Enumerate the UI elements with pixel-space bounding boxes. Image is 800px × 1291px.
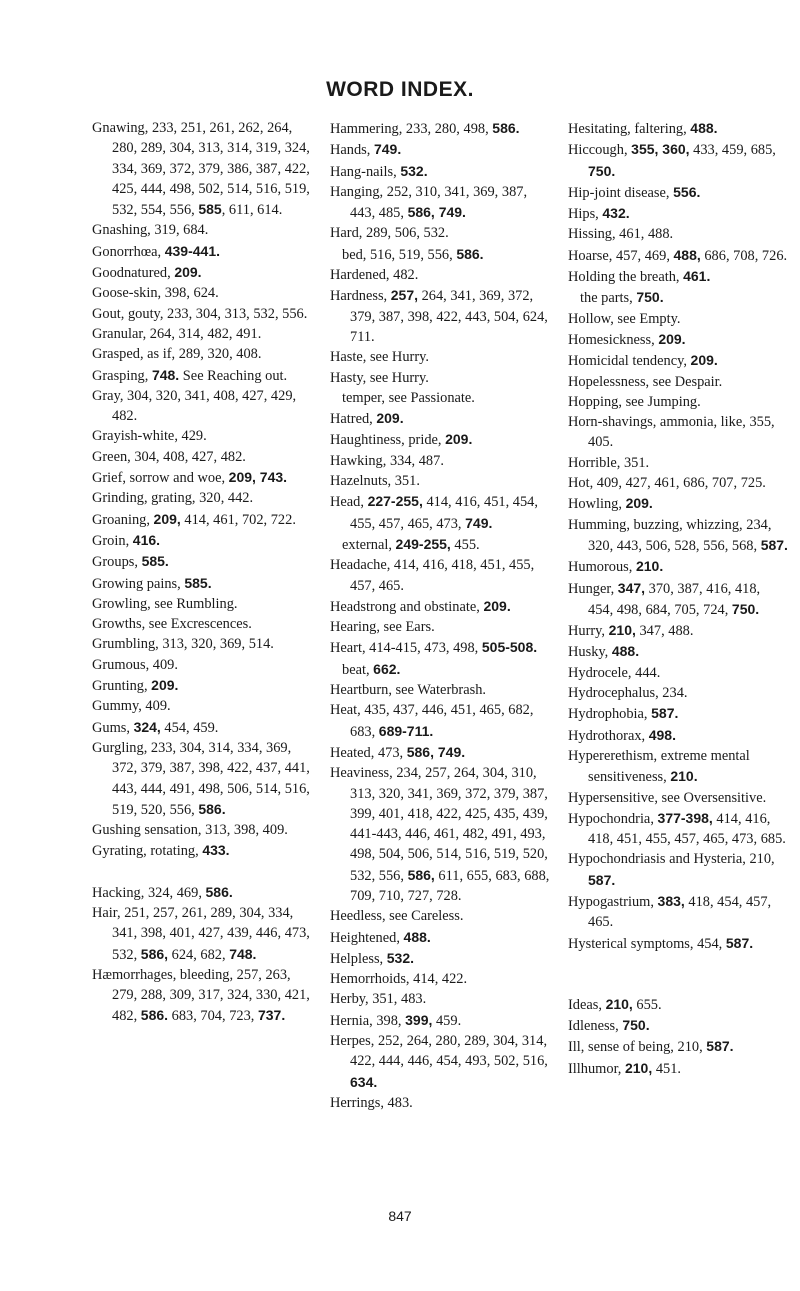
entry-text: Green, 304, 408, 427, 482. (92, 448, 246, 465)
bold-page-ref: 433. (202, 842, 230, 859)
bold-page-ref: 432. (602, 205, 630, 222)
bold-page-ref: 634. (350, 1073, 378, 1090)
entry-text: Hips, (568, 206, 603, 223)
index-entry (92, 717, 312, 738)
entry-text: Herby, 351, 483. (330, 991, 427, 1008)
index-entry (92, 344, 312, 364)
entry-text: Husky, (568, 644, 612, 661)
entry-text: Hydrothorax, (568, 727, 649, 744)
index-entry (92, 965, 312, 1027)
index-entry (330, 763, 550, 906)
index-entry (330, 161, 550, 182)
entry-text: Hollow, see Empty. (568, 310, 681, 327)
entry-text: Gurgling, 233, 304, 314, 334, 369, 372, 379, 387, 398, 422, 437, 441, 443, 444, 491, 498, 506, 514, 516, 519, 520, 556, (92, 739, 310, 818)
bold-page-ref: 748. (151, 366, 180, 383)
bold-page-ref: 587. (706, 1038, 734, 1055)
bold-page-ref: 209. (483, 597, 511, 614)
entry-text: Gray, 304, 320, 341, 408, 427, 429, 482. (92, 387, 297, 425)
entry-text: Herrings, 483. (330, 1094, 413, 1111)
bold-page-ref: 488. (611, 643, 640, 660)
bold-page-ref: 439-441. (164, 242, 221, 259)
index-entry (92, 262, 312, 283)
index-entry (330, 617, 550, 637)
entry-text: Hip-joint disease, (568, 184, 674, 201)
entry-text: Hypochondria, (568, 810, 658, 827)
entry-text: Hypersensitive, see Oversensitive. (568, 789, 767, 806)
entry-text: Growths, see Excrescences. (92, 616, 252, 633)
bold-page-ref: 488, (673, 246, 701, 263)
entry-text: Heartburn, see Waterbrash. (330, 682, 487, 699)
entry-text: Hernia, 398, (330, 1012, 406, 1029)
entry-text: 454, 459. (160, 719, 219, 736)
index-entry (92, 675, 312, 696)
entry-text: Hæmorrhages, bleeding, 257, 263, 279, 288, 309, 317, 324, 330, 421, 482, (92, 966, 310, 1025)
entry-text: Heedless, see Careless. (330, 908, 464, 925)
bold-page-ref: 587. (588, 871, 616, 888)
entry-text: Gyrating, rotating, (92, 843, 203, 860)
index-entry (92, 882, 312, 903)
bold-page-ref: 227-255, (367, 493, 423, 510)
entry-text: 347, 488. (635, 623, 694, 640)
entry-text: Headache, 414, 416, 418, 451, 455, 457, 465. (330, 557, 535, 594)
index-entry (568, 808, 788, 850)
index-entry (568, 663, 788, 683)
entry-text: Growing pains, (92, 575, 185, 592)
bold-page-ref: 383, (657, 892, 685, 909)
entry-text: Ideas, (568, 996, 606, 1013)
entry-text: Growling, see Rumbling. (92, 595, 238, 612)
entry-text: Hypererethism, extreme mental sensitiveness, (568, 747, 750, 786)
index-entry (568, 746, 788, 788)
index-entry (92, 614, 312, 634)
entry-text: Hopping, see Jumping. (568, 393, 701, 410)
bold-page-ref: 488. (690, 120, 718, 136)
bold-page-ref: 586, (407, 866, 435, 883)
entry-text: Homesickness, (568, 331, 659, 348)
entry-text: beat, (342, 661, 374, 678)
index-entry (568, 473, 788, 493)
index-subentry (330, 659, 550, 680)
bold-page-ref: 585 (198, 201, 222, 218)
bold-page-ref: 587. (725, 934, 754, 951)
bold-page-ref: 586. (492, 120, 520, 136)
bold-page-ref: 586. (140, 1007, 169, 1024)
index-entry (330, 1010, 550, 1031)
bold-page-ref: 585. (184, 574, 212, 591)
entry-text: the parts, (580, 290, 637, 307)
bold-page-ref: 461. (683, 268, 711, 285)
index-entry (568, 493, 788, 514)
bold-page-ref: 689-711. (378, 722, 434, 739)
entry-text: Hesitating, faltering, (568, 121, 691, 137)
entry-text: Hopelessness, see Despair. (568, 373, 723, 390)
entry-text: Hydrocephalus, 234. (568, 685, 688, 702)
bold-page-ref: 355, 360, (631, 141, 690, 158)
entry-text: Hang-nails, (330, 163, 401, 180)
bold-page-ref: 209. (376, 410, 404, 427)
index-entry (330, 451, 550, 471)
index-entry (568, 453, 788, 473)
index-entry (330, 265, 550, 285)
index-entry (92, 840, 312, 861)
index-entry (92, 696, 312, 716)
entry-text: Grayish-white, 429. (92, 428, 207, 445)
index-entry (92, 655, 312, 675)
entry-text: Holding the breath, (568, 269, 684, 286)
index-entry (568, 224, 788, 244)
entry-text: Helpless, (330, 950, 387, 967)
entry-text: Hard, 289, 506, 532. (330, 225, 449, 242)
index-entry (330, 368, 550, 388)
index-entry (330, 285, 550, 347)
entry-text: Goose-skin, 398, 624. (92, 285, 219, 302)
entry-text: Hydrophobia, (568, 706, 652, 723)
index-subentry (330, 388, 550, 408)
bold-page-ref: 209. (174, 264, 202, 281)
entry-text: 655. (632, 996, 662, 1013)
index-entry (330, 139, 550, 160)
bold-page-ref: 586. (205, 883, 233, 900)
entry-text: 264, 341, 369, 372, 379, 387, 398, 422, 443, 504, 624, 711. (350, 288, 548, 345)
bold-page-ref: 750. (731, 600, 760, 617)
index-entry (92, 324, 312, 344)
bold-page-ref: 586, 749. (407, 204, 466, 221)
entry-text: 611, 655, 683, 688, 709, 710, 727, 728. (350, 867, 550, 904)
index-entry (92, 365, 312, 386)
bold-page-ref: 210. (670, 768, 698, 785)
index-entry (568, 1036, 788, 1057)
entry-text: 459. (432, 1012, 462, 1029)
bold-page-ref: 586, (140, 945, 169, 962)
bold-page-ref: 585. (141, 553, 169, 570)
entry-text: Hammering, 233, 280, 498, (330, 121, 493, 137)
bold-page-ref: 209. (445, 431, 473, 448)
index-entry (568, 1015, 788, 1036)
index-entry (92, 530, 312, 551)
bold-page-ref: 209. (658, 330, 686, 347)
entry-text: 686, 708, 726. (700, 247, 788, 264)
entry-text: temper, see Passionate. (342, 389, 475, 406)
index-entry (330, 927, 550, 948)
index-entry (568, 578, 788, 621)
bold-page-ref: 505-508. (481, 639, 538, 656)
entry-text: Heightened, (330, 929, 404, 946)
index-entry (568, 641, 788, 662)
entry-text: Groaning, (92, 511, 154, 528)
entry-text: 683, 704, 723, (168, 1008, 258, 1025)
bold-page-ref: 587. (760, 536, 788, 553)
index-entry (568, 182, 788, 203)
index-entry (568, 994, 788, 1015)
index-entry (92, 634, 312, 654)
entry-text: Hacking, 324, 469, (92, 884, 206, 901)
index-entry (330, 596, 550, 617)
entry-text: Groups, (92, 554, 142, 571)
entry-text: Grasped, as if, 289, 320, 408. (92, 346, 262, 363)
entry-text: Heart, 414-415, 473, 498, (330, 640, 482, 657)
index-entry (330, 491, 550, 534)
bold-page-ref: 209, (153, 510, 181, 527)
index-entry (568, 703, 788, 724)
entry-text: Heat, 435, 437, 446, 451, 465, 682, 683, (330, 702, 534, 740)
entry-text: Herpes, 252, 264, 280, 289, 304, 314, 422, 444, 446, 454, 493, 502, 516, (330, 1033, 548, 1070)
entry-text: 418, 454, 457, 465. (588, 893, 772, 931)
entry-text: Homicidal tendency, (568, 353, 691, 370)
index-column-3 (568, 118, 788, 1079)
entry-text: 624, 682, (168, 946, 230, 963)
bold-page-ref: 532. (400, 162, 428, 179)
entry-text: Hydrocele, 444. (568, 664, 661, 681)
index-subentry (330, 534, 550, 555)
index-entry (568, 1058, 788, 1079)
bold-page-ref: 749. (465, 514, 493, 531)
bold-page-ref: 750. (588, 162, 616, 179)
entry-text: Grunting, (92, 678, 152, 695)
entry-text: external, (342, 536, 396, 553)
index-entry (92, 241, 312, 262)
bold-page-ref: 377-398, (657, 809, 713, 826)
index-entry (568, 412, 788, 453)
bold-page-ref: 209, 743. (228, 469, 288, 486)
entry-text: Illhumor, (568, 1060, 625, 1077)
index-entry (92, 738, 312, 820)
index-entry (92, 488, 312, 508)
index-entry (568, 372, 788, 392)
entry-text: Grinding, grating, 320, 442. (92, 490, 254, 507)
bold-page-ref: 750. (636, 289, 664, 306)
index-entry (92, 118, 312, 220)
entry-text: 451. (652, 1060, 682, 1077)
index-entry (330, 700, 550, 742)
bold-page-ref: 498. (648, 726, 676, 743)
index-entry (92, 220, 312, 240)
entry-text: Hissing, 461, 488. (568, 226, 674, 243)
entry-text: Hasty, see Hurry. (330, 369, 429, 386)
index-entry (568, 891, 788, 933)
index-entry (330, 223, 550, 243)
bold-page-ref: 488. (403, 928, 431, 945)
index-entry (92, 573, 312, 594)
page-number: 847 (388, 1208, 412, 1224)
index-entry (92, 447, 312, 467)
bold-page-ref: 750. (622, 1017, 650, 1034)
bold-page-ref: 587. (651, 705, 679, 722)
entry-text: Haste, see Hurry. (330, 349, 429, 366)
index-entry (568, 849, 788, 891)
bold-page-ref: 748. (229, 945, 257, 962)
entry-text: 414, 416, 418, 451, 455, 457, 465, 473, 685. (588, 810, 786, 848)
bold-page-ref: 210. (635, 558, 664, 575)
index-entry (568, 203, 788, 224)
entry-text: Hazelnuts, 351. (330, 473, 420, 490)
index-entry (92, 467, 312, 488)
index-entry (92, 386, 312, 427)
entry-text: Granular, 264, 314, 482, 491. (92, 325, 262, 342)
index-entry (330, 742, 550, 763)
entry-text: Hurry, (568, 623, 609, 640)
entry-text: Headstrong and obstinate, (330, 598, 484, 615)
index-entry (330, 906, 550, 926)
entry-text: bed, 516, 519, 556, (342, 246, 457, 263)
entry-text: Grumbling, 313, 320, 369, 514. (92, 636, 274, 653)
entry-text: Hardness, (330, 288, 391, 305)
entry-text: 433, 459, 685, (689, 142, 776, 159)
entry-text: Heaviness, 234, 257, 264, 304, 310, 313, 320, 341, 369, 372, 379, 387, 399, 401, 418, 422, 425, 435, 439, 441-443, 446, 461, 482, 491, 493, 498, 504, 506, 514, 516, 519, 520, 532, 556, (330, 765, 548, 884)
index-entry (330, 680, 550, 700)
index-entry (92, 903, 312, 965)
index-entry (568, 350, 788, 371)
entry-text: Hiccough, (568, 142, 632, 159)
entry-text: Humorous, (568, 559, 636, 576)
entry-text: Gonorrhœa, (92, 243, 165, 260)
entry-text: Gout, gouty, 233, 304, 313, 532, 556. (92, 305, 308, 322)
entry-text: Haughtiness, pride, (330, 432, 446, 449)
bold-page-ref: 586. (456, 245, 484, 262)
bold-page-ref: 586. (198, 800, 226, 817)
bold-page-ref: 399, (405, 1011, 433, 1028)
entry-text: 414, 416, 451, 454, 455, 457, 465, 473, (350, 494, 538, 532)
index-entry (568, 515, 788, 557)
entry-text: Humming, buzzing, whizzing, 234, 320, 443, 506, 528, 556, 568, (568, 516, 772, 554)
entry-text: Horn-shavings, ammonia, like, 355, 405. (568, 414, 775, 451)
entry-text: Hemorrhoids, 414, 422. (330, 971, 468, 988)
index-entry (568, 725, 788, 746)
bold-page-ref: 662. (373, 660, 401, 677)
entry-text: Hatred, (330, 411, 377, 428)
index-entry (330, 969, 550, 989)
index-column-1 (92, 118, 312, 1027)
index-entry (330, 408, 550, 429)
bold-page-ref: 416. (132, 531, 161, 548)
entry-text: Hoarse, 457, 469, (568, 247, 674, 264)
entry-text: Grasping, (92, 367, 152, 384)
index-entry (92, 283, 312, 303)
bold-page-ref: 209. (690, 352, 718, 369)
entry-text: Hypochondriasis and Hysteria, 210, (568, 851, 775, 868)
index-subentry (330, 244, 550, 265)
entry-text: Hair, 251, 257, 261, 289, 304, 334, 341, 398, 401, 427, 439, 446, 473, 532, (92, 904, 310, 963)
entry-text: Gushing sensation, 313, 398, 409. (92, 822, 288, 839)
index-entry (330, 347, 550, 367)
entry-text: Grumous, 409. (92, 656, 178, 673)
index-entry (568, 788, 788, 808)
index-entry (568, 683, 788, 703)
index-entry (330, 637, 550, 658)
letter-section-gap (92, 862, 312, 882)
entry-text: , 611, 614. (221, 202, 283, 219)
bold-page-ref: 532. (386, 949, 415, 966)
entry-text: Hunger, (568, 580, 618, 597)
bold-page-ref: 210, (605, 995, 633, 1012)
bold-page-ref: 249-255, (395, 535, 451, 552)
entry-text: 370, 387, 416, 418, 454, 498, 684, 705, 724, (588, 580, 761, 618)
index-entry (568, 556, 788, 577)
entry-text: Hot, 409, 427, 461, 686, 707, 725. (568, 475, 766, 492)
entry-text: Hands, (330, 142, 374, 159)
index-entry (568, 933, 788, 954)
index-entry (568, 139, 788, 182)
index-entry (92, 820, 312, 840)
index-column-2 (330, 118, 550, 1113)
index-entry (568, 329, 788, 350)
index-entry (92, 304, 312, 324)
entry-text: Hardened, 482. (330, 267, 419, 284)
bold-page-ref: 209. (625, 495, 653, 512)
entry-text: Hearing, see Ears. (330, 619, 435, 636)
entry-text: Gums, (92, 719, 134, 736)
entry-text: See Reaching out. (179, 367, 288, 384)
bold-page-ref: 210, (608, 622, 636, 639)
index-entry (92, 509, 312, 530)
index-entry (330, 948, 550, 969)
index-entry (568, 620, 788, 641)
entry-text: Hawking, 334, 487. (330, 452, 444, 469)
entry-text: Grief, sorrow and woe, (92, 470, 229, 487)
entry-text: Howling, (568, 496, 626, 513)
entry-text: Head, (330, 494, 368, 511)
entry-text: Goodnatured, (92, 265, 175, 282)
index-entry (330, 1031, 550, 1093)
entry-text: Horrible, 351. (568, 454, 650, 471)
index-entry (92, 551, 312, 572)
entry-text: Ill, sense of being, 210, (568, 1039, 707, 1056)
entry-text: Gnashing, 319, 684. (92, 222, 209, 239)
bold-page-ref: 749. (373, 141, 402, 158)
index-entry (92, 426, 312, 446)
bold-page-ref: 737. (257, 1007, 286, 1024)
bold-page-ref: 347, (617, 579, 646, 596)
entry-text: Gnawing, 233, 251, 261, 262, 264, 280, 289, 304, 313, 314, 319, 324, 334, 369, 372, 379, 386, 387, 422, 425, 444, 498, 502, 514, 516, 519, 532, 554, 556, (92, 120, 310, 219)
index-entry (330, 989, 550, 1009)
bold-page-ref: 586, 749. (406, 743, 466, 760)
index-entry (330, 1093, 550, 1113)
index-entry (330, 471, 550, 491)
entry-text: 414, 461, 702, 722. (180, 511, 296, 528)
bold-page-ref: 209. (151, 677, 179, 694)
index-entry (568, 392, 788, 412)
letter-section-gap (568, 954, 788, 974)
index-entry (330, 118, 550, 139)
letter-section-gap (568, 974, 788, 994)
entry-text: Heated, 473, (330, 744, 407, 761)
index-entry (568, 118, 788, 139)
entry-text: Gummy, 409. (92, 698, 171, 715)
index-subentry (568, 287, 788, 308)
entry-text: Hanging, 252, 310, 341, 369, 387, 443, 485, (330, 183, 528, 222)
entry-text: Hysterical symptoms, 454, (568, 935, 726, 952)
bold-page-ref: 210, (624, 1059, 653, 1076)
bold-page-ref: 257, (390, 287, 418, 304)
index-entry (330, 555, 550, 596)
page-title: WORD INDEX. (326, 78, 474, 101)
entry-text: Idleness, (568, 1018, 623, 1035)
entry-text: Groin, (92, 532, 133, 549)
index-entry (568, 309, 788, 329)
index-entry (330, 429, 550, 450)
entry-text: 455. (450, 536, 480, 553)
index-entry (568, 245, 788, 266)
index-entry (330, 182, 550, 224)
bold-page-ref: 556. (673, 183, 701, 200)
bold-page-ref: 324, (133, 718, 161, 735)
index-entry (568, 266, 788, 287)
index-entry (92, 594, 312, 614)
entry-text: Hypogastrium, (568, 893, 658, 910)
